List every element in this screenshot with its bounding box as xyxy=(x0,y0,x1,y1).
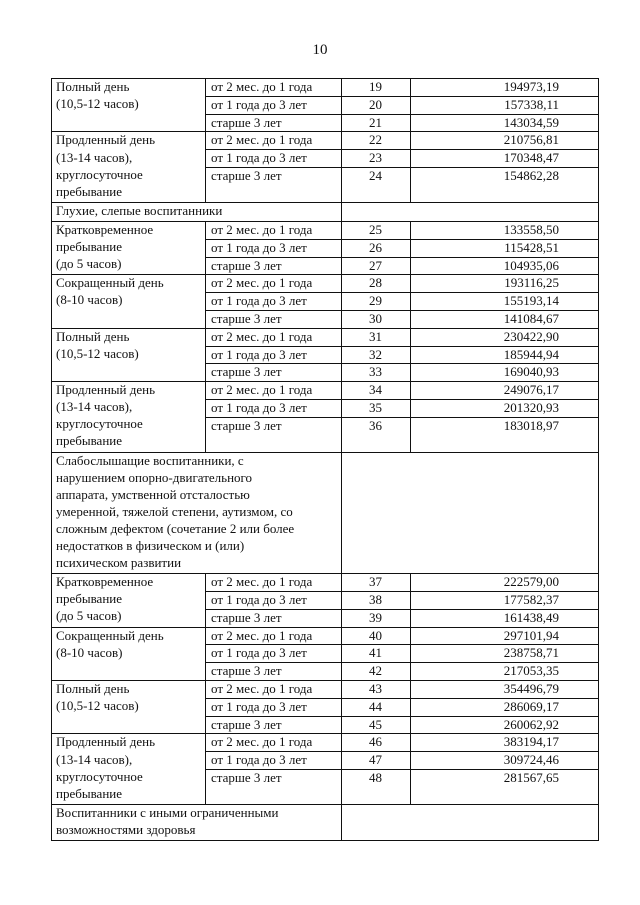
col-rule xyxy=(51,680,52,734)
tariff-value-cell: 194973,19 xyxy=(503,79,559,94)
age-band-cell: старше 3 лет xyxy=(211,310,282,326)
tariff-value-cell: 183018,97 xyxy=(503,417,559,433)
age-band-cell: от 2 мес. до 1 года xyxy=(211,328,313,344)
col-rule xyxy=(51,381,52,452)
age-band-cell: старше 3 лет xyxy=(211,417,282,433)
col-rule xyxy=(598,131,599,202)
row-number-cell: 28 xyxy=(369,275,382,291)
tariff-value-cell: 193116,25 xyxy=(504,275,559,291)
col-rule xyxy=(205,221,206,275)
col-rule xyxy=(51,452,52,575)
tariff-value-cell: 141084,67 xyxy=(503,310,559,326)
tariff-value-cell: 161438,49 xyxy=(503,609,559,625)
row-number-cell: 19 xyxy=(369,79,382,94)
col-rule xyxy=(410,131,411,202)
col-rule xyxy=(410,381,411,452)
col-rule xyxy=(410,733,411,804)
col-rule xyxy=(341,452,342,575)
col-rule xyxy=(410,328,411,382)
row-number-cell: 29 xyxy=(369,293,382,309)
col-rule xyxy=(341,733,342,804)
col-rule xyxy=(205,78,206,132)
col-rule xyxy=(205,627,206,681)
age-band-cell: от 1 года до 3 лет xyxy=(211,698,307,714)
col-rule xyxy=(51,804,52,841)
stay-mode-label: (до 5 часов) xyxy=(56,256,122,272)
col-rule xyxy=(51,274,52,328)
stay-mode-label: (8-10 часов) xyxy=(56,644,123,660)
row-number-cell: 40 xyxy=(369,627,382,643)
row-number-cell: 47 xyxy=(369,752,382,768)
tariff-value-cell: 169040,93 xyxy=(503,364,559,380)
section-rule xyxy=(51,840,599,841)
col-rule xyxy=(410,680,411,734)
age-band-cell: от 2 мес. до 1 года xyxy=(211,275,313,291)
section-heading-line: умеренной, тяжелой степени, аутизмом, со xyxy=(56,503,293,519)
col-rule xyxy=(51,573,52,627)
section-heading-line: Слабослышащие воспитанники, с xyxy=(56,452,244,468)
tariff-value-cell: 286069,17 xyxy=(503,698,559,714)
stay-mode-label: Кратковременное xyxy=(56,221,154,237)
row-number-cell: 26 xyxy=(369,239,382,255)
stay-mode-label: Продленный день xyxy=(56,382,156,398)
col-rule xyxy=(341,221,342,275)
age-band-cell: старше 3 лет xyxy=(211,364,282,380)
age-band-cell: от 1 года до 3 лет xyxy=(211,399,307,415)
page-number: 10 xyxy=(312,42,328,58)
stay-mode-label: пребывание xyxy=(56,239,122,254)
stay-mode-label: Продленный день xyxy=(56,132,156,148)
tariff-value-cell: 238758,71 xyxy=(503,645,559,661)
age-band-cell: от 2 мес. до 1 года xyxy=(211,382,313,398)
age-band-cell: от 1 года до 3 лет xyxy=(211,293,307,309)
col-rule xyxy=(410,78,411,132)
section-heading-line: нарушением опорно-двигательного xyxy=(56,469,253,485)
age-band-cell: от 1 года до 3 лет xyxy=(211,239,307,255)
age-band-cell: от 2 мес. до 1 года xyxy=(211,574,313,590)
tariff-value-cell: 309724,46 xyxy=(503,752,559,768)
col-rule xyxy=(51,78,52,132)
row-number-cell: 34 xyxy=(369,382,382,398)
col-rule xyxy=(51,221,52,275)
col-rule xyxy=(410,274,411,328)
row-number-cell: 32 xyxy=(369,346,382,362)
col-rule xyxy=(598,202,599,222)
col-rule xyxy=(341,202,342,222)
tariff-value-cell: 297101,94 xyxy=(503,627,559,643)
tariff-value-cell: 210756,81 xyxy=(503,132,559,148)
stay-mode-label: пребывание xyxy=(56,433,122,449)
row-number-cell: 43 xyxy=(369,681,382,696)
stay-mode-label: пребывание xyxy=(56,785,122,801)
row-number-cell: 31 xyxy=(369,328,382,344)
tariff-value-cell: 281567,65 xyxy=(503,770,559,785)
section-heading-line: сложным дефектом (сочетание 2 или более xyxy=(56,520,295,536)
stay-mode-label: Кратковременное xyxy=(56,574,154,590)
col-rule xyxy=(341,627,342,681)
row-number-cell: 20 xyxy=(369,96,382,112)
col-rule xyxy=(598,733,599,804)
tariff-value-cell: 185944,94 xyxy=(503,346,559,362)
section-heading-line: возможностями здоровья xyxy=(56,821,196,837)
row-number-cell: 36 xyxy=(369,417,382,433)
col-rule xyxy=(410,573,411,627)
tariff-value-cell: 177582,37 xyxy=(503,592,559,607)
stay-mode-label: круглосуточное xyxy=(56,166,143,182)
tariff-value-cell: 354496,79 xyxy=(503,681,559,696)
row-number-cell: 22 xyxy=(369,132,382,148)
row-number-cell: 23 xyxy=(369,150,382,166)
col-rule xyxy=(341,804,342,841)
age-band-cell: старше 3 лет xyxy=(211,168,282,183)
col-rule xyxy=(205,680,206,734)
row-number-cell: 44 xyxy=(369,698,382,714)
stay-mode-label: Полный день xyxy=(56,328,130,344)
row-number-cell: 46 xyxy=(369,734,382,750)
row-number-cell: 37 xyxy=(369,574,382,590)
col-rule xyxy=(205,381,206,452)
row-number-cell: 21 xyxy=(369,114,382,130)
age-band-cell: старше 3 лет xyxy=(211,114,282,130)
row-number-cell: 35 xyxy=(369,399,382,415)
age-band-cell: от 2 мес. до 1 года xyxy=(211,132,313,148)
stay-mode-label: пребывание xyxy=(56,183,122,199)
tariff-value-cell: 115428,51 xyxy=(504,239,559,255)
col-rule xyxy=(341,78,342,132)
tariff-value-cell: 383194,17 xyxy=(503,734,559,750)
tariff-value-cell: 104935,06 xyxy=(503,257,559,273)
col-rule xyxy=(598,804,599,841)
tariff-value-cell: 154862,28 xyxy=(503,168,559,183)
tariff-value-cell: 170348,47 xyxy=(503,150,559,166)
age-band-cell: старше 3 лет xyxy=(211,663,282,679)
row-number-cell: 25 xyxy=(369,221,382,237)
col-rule xyxy=(598,274,599,328)
row-number-cell: 27 xyxy=(369,257,382,273)
tariff-value-cell: 143034,59 xyxy=(503,114,559,130)
row-number-cell: 38 xyxy=(369,592,382,607)
stay-mode-label: пребывание xyxy=(56,591,122,607)
row-number-cell: 42 xyxy=(369,663,382,679)
age-band-cell: от 1 года до 3 лет xyxy=(211,150,307,166)
section-heading-line: Глухие, слепые воспитанники xyxy=(56,202,223,218)
stay-mode-label: Полный день xyxy=(56,681,130,696)
age-band-cell: старше 3 лет xyxy=(211,609,282,625)
col-rule xyxy=(205,733,206,804)
row-number-cell: 48 xyxy=(369,770,382,785)
tariff-value-cell: 217053,35 xyxy=(503,663,559,679)
section-heading-line: Воспитанники с иными ограниченными xyxy=(56,804,279,820)
tariff-value-cell: 133558,50 xyxy=(503,221,559,237)
col-rule xyxy=(598,627,599,681)
section-heading-line: недостатков в физическом и (или) xyxy=(56,538,245,553)
age-band-cell: старше 3 лет xyxy=(211,716,282,732)
age-band-cell: от 2 мес. до 1 года xyxy=(211,221,313,237)
section-heading-line: психическом развитии xyxy=(56,555,182,571)
col-rule xyxy=(341,131,342,202)
age-band-cell: от 2 мес. до 1 года xyxy=(211,734,313,750)
row-number-cell: 45 xyxy=(369,716,382,732)
tariff-value-cell: 260062,92 xyxy=(503,716,559,732)
stay-mode-label: (10,5-12 часов) xyxy=(56,345,139,361)
row-number-cell: 41 xyxy=(369,645,382,661)
col-rule xyxy=(51,733,52,804)
tariff-value-cell: 230422,90 xyxy=(503,328,559,344)
col-rule xyxy=(598,573,599,627)
col-rule xyxy=(205,274,206,328)
tariff-value-cell: 157338,11 xyxy=(504,96,559,112)
stay-mode-label: Сокращенный день xyxy=(56,627,164,643)
stay-mode-label: круглосуточное xyxy=(56,768,143,784)
tariff-value-cell: 155193,14 xyxy=(503,293,559,309)
col-rule xyxy=(341,573,342,627)
age-band-cell: от 2 мес. до 1 года xyxy=(211,627,313,643)
section-heading-line: аппарата, умственной отсталостью xyxy=(56,486,250,502)
stay-mode-label: (до 5 часов) xyxy=(56,608,122,624)
col-rule xyxy=(341,680,342,734)
col-rule xyxy=(598,78,599,132)
stay-mode-label: Полный день xyxy=(56,79,130,94)
stay-mode-label: (10,5-12 часов) xyxy=(56,96,139,112)
col-rule xyxy=(341,274,342,328)
col-rule xyxy=(51,627,52,681)
col-rule xyxy=(410,221,411,275)
age-band-cell: от 2 мес. до 1 года xyxy=(211,681,313,696)
age-band-cell: от 1 года до 3 лет xyxy=(211,752,307,768)
age-band-cell: от 1 года до 3 лет xyxy=(211,346,307,362)
col-rule xyxy=(205,328,206,382)
row-number-cell: 33 xyxy=(369,364,382,380)
col-rule xyxy=(51,202,52,222)
col-rule xyxy=(51,328,52,382)
age-band-cell: старше 3 лет xyxy=(211,770,282,785)
col-rule xyxy=(598,452,599,575)
stay-mode-label: (13-14 часов), xyxy=(56,751,133,767)
stay-mode-label: Продленный день xyxy=(56,734,156,750)
col-rule xyxy=(341,328,342,382)
age-band-cell: от 2 мес. до 1 года xyxy=(211,79,313,94)
age-band-cell: от 1 года до 3 лет xyxy=(211,645,307,661)
col-rule xyxy=(205,573,206,627)
stay-mode-label: (13-14 часов), xyxy=(56,399,133,415)
tariff-value-cell: 201320,93 xyxy=(503,399,559,415)
age-band-cell: от 1 года до 3 лет xyxy=(211,592,307,607)
tariff-value-cell: 222579,00 xyxy=(503,574,559,590)
stay-mode-label: (8-10 часов) xyxy=(56,292,123,308)
col-rule xyxy=(410,627,411,681)
col-rule xyxy=(598,680,599,734)
col-rule xyxy=(598,328,599,382)
col-rule xyxy=(598,221,599,275)
row-number-cell: 30 xyxy=(369,310,382,326)
row-number-cell: 39 xyxy=(369,609,382,625)
age-band-cell: от 1 года до 3 лет xyxy=(211,96,307,112)
stay-mode-label: (10,5-12 часов) xyxy=(56,698,139,714)
col-rule xyxy=(205,131,206,202)
age-band-cell: старше 3 лет xyxy=(211,257,282,273)
col-rule xyxy=(341,381,342,452)
col-rule xyxy=(598,381,599,452)
stay-mode-label: Сокращенный день xyxy=(56,275,164,291)
col-rule xyxy=(51,131,52,202)
stay-mode-label: круглосуточное xyxy=(56,416,143,432)
row-number-cell: 24 xyxy=(369,168,382,183)
stay-mode-label: (13-14 часов), xyxy=(56,149,133,165)
tariff-value-cell: 249076,17 xyxy=(503,382,559,398)
